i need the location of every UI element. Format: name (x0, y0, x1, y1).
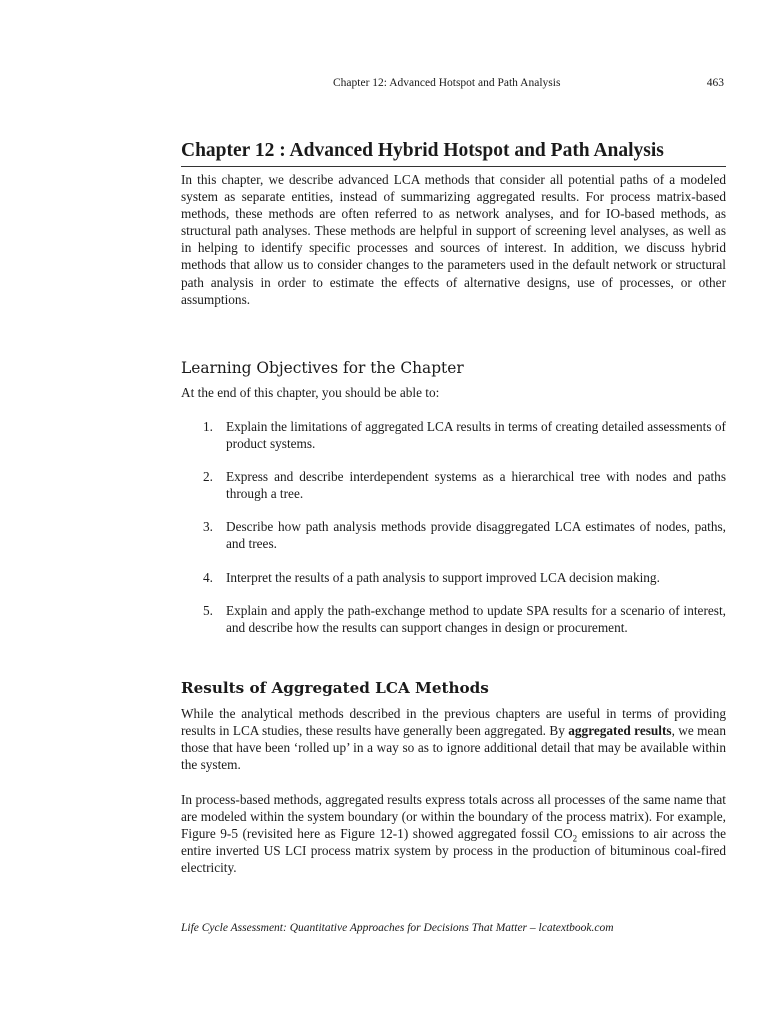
list-item-text: Explain and apply the path-exchange method to update SPA results for a scenario of interest, and describe how the results can support changes in design or procurement. (226, 603, 726, 636)
results-paragraph-1 (181, 705, 726, 773)
results-paragraph-2 (181, 791, 726, 876)
results-p2-text-after: emissions to air across the entire inverted US LCI process matrix system by process in the production of bituminous coal-fired electricity. (181, 826, 726, 876)
list-item-number: 1. (203, 419, 213, 434)
intro-paragraph: In this chapter, we describe advanced LCA methods that consider all potential paths of a modeled system as separate entities, instead of summarizing aggregated results. For process matrix-based methods, these methods are often referred to as network analyses, and for IO-based methods, as structural path analyses. These methods are helpful in support of screening level analyses, as well as in helping to identify specific processes and sources of interest. In addition, we discuss hybrid methods that allow us to consider changes to the parameters used in the default network or structural path analysis in order to estimate the effects of alternative designs, use of processes, or other assumptions. (181, 172, 726, 307)
list-item (181, 518, 726, 552)
co2-subscript: 2 (572, 833, 578, 844)
running-header-title: Chapter 12: Advanced Hotspot and Path Analysis (333, 77, 561, 89)
list-item (181, 569, 726, 586)
learning-objectives-lead: At the end of this chapter, you should be able to: (181, 385, 440, 400)
list-item-text: Interpret the results of a path analysis to support improved LCA decision making. (226, 570, 660, 585)
list-item (181, 602, 726, 636)
aggregated-results-term: aggregated results (568, 723, 672, 739)
list-item (181, 468, 726, 502)
intro-section (181, 171, 726, 308)
page-number: 463 (706, 77, 724, 89)
list-item-text: Describe how path analysis methods provide disaggregated LCA estimates of nodes, paths, and trees. (226, 519, 726, 552)
list-item (181, 418, 726, 452)
page-footer: Life Cycle Assessment: Quantitative Approaches for Decisions That Matter – lcatextbook.com (181, 922, 614, 934)
results-paragraph-1-block (181, 705, 726, 773)
list-item-number: 2. (203, 469, 213, 484)
list-item-text: Explain the limitations of aggregated LCA results in terms of creating detailed assessments of product systems. (226, 419, 726, 452)
chapter-title: Chapter 12 : Advanced Hybrid Hotspot and Path Analysis (181, 140, 664, 161)
learning-objectives-heading-block (181, 358, 726, 378)
results-p2-text-before: In process-based methods, aggregated results express totals across all processes of the same name that are modeled within the system boundary (or within the boundary of the process matrix). For example, Figure 9-5 (revisited here as Figure 12-1) showed aggregated fossil CO (181, 792, 726, 842)
list-item-number: 4. (203, 570, 213, 585)
results-p1-text-after: , we mean those that have been ‘rolled up’ in a way so as to ignore additional detail that may be available within the system. (181, 723, 726, 773)
chapter-title-rule (181, 166, 726, 167)
learning-objectives-lead-block (181, 384, 726, 401)
results-section-heading: Results of Aggregated LCA Methods (181, 679, 489, 697)
results-p1-text-before: While the analytical methods described in the previous chapters are useful in terms of providing results in LCA studies, these results have generally been aggregated. By (181, 706, 726, 739)
results-heading-block (181, 678, 726, 698)
results-paragraph-2-block (181, 791, 726, 876)
list-item-number: 5. (203, 603, 213, 618)
learning-objectives-heading: Learning Objectives for the Chapter (181, 359, 464, 377)
list-item-number: 3. (203, 519, 213, 534)
document-page (181, 0, 726, 1024)
list-item-text: Express and describe interdependent systems as a hierarchical tree with nodes and paths through a tree. (226, 469, 726, 502)
